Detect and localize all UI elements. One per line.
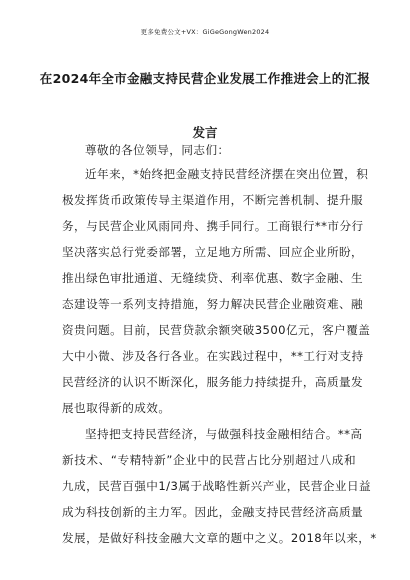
paragraph-line: 资贵问题。目前，民营贷款余额突破3500亿元，客户覆盖 xyxy=(62,323,371,337)
salutation: 尊敬的各位领导，同志们： xyxy=(85,143,230,157)
document-title: 在2024年全市金融支持民营企业发展工作推进会上的汇报 xyxy=(39,71,371,86)
paragraph-line: 坚持把支持民营经济，与做强科技金融相结合。**高 xyxy=(85,427,363,441)
paragraph-line: 态建设等一系列支持措施，努力解决民营企业融资难、融 xyxy=(62,297,364,311)
paragraph-line: 展也取得新的成效。 xyxy=(62,401,171,415)
header-note: 更多免费公文+VX：GiGeGongWen2024 xyxy=(140,28,270,36)
paragraph-line: 九成，民营百强中1/3属于战略性新兴产业，民营企业日益 xyxy=(62,479,372,493)
paragraph-line: 务，与民营企业风雨同舟、携手同行。工商银行**市分行 xyxy=(62,219,364,233)
paragraph-line: 成为科技创新的主力军。因此，金融支持民营经济高质量 xyxy=(62,505,364,519)
document-subtitle: 发言 xyxy=(192,125,218,140)
paragraph-line: 极发挥货币政策传导主渠道作用，不断完善机制、提升服 xyxy=(62,193,364,207)
paragraph-line: 坚决落实总行党委部署，立足地方所需、回应企业所盼， xyxy=(62,245,364,259)
paragraph-line: 推出绿色审批通道、无缝续贷、利率优惠、数字金融、生 xyxy=(62,271,364,285)
paragraph-line: 近年来，*始终把金融支持民营经济摆在突出位置，积 xyxy=(85,167,369,181)
paragraph-line: 发展，是做好科技金融大文章的题中之义。2018年以来，* xyxy=(62,531,377,545)
paragraph-line: 大中小微、涉及各行各业。在实践过程中，**工行对支持 xyxy=(62,349,364,363)
paragraph-line: 民营经济的认识不断深化，服务能力持续提升，高质量发 xyxy=(62,375,364,389)
paragraph-line: 新技术、“专精特新”企业中的民营占比分别超过八成和 xyxy=(62,453,356,467)
